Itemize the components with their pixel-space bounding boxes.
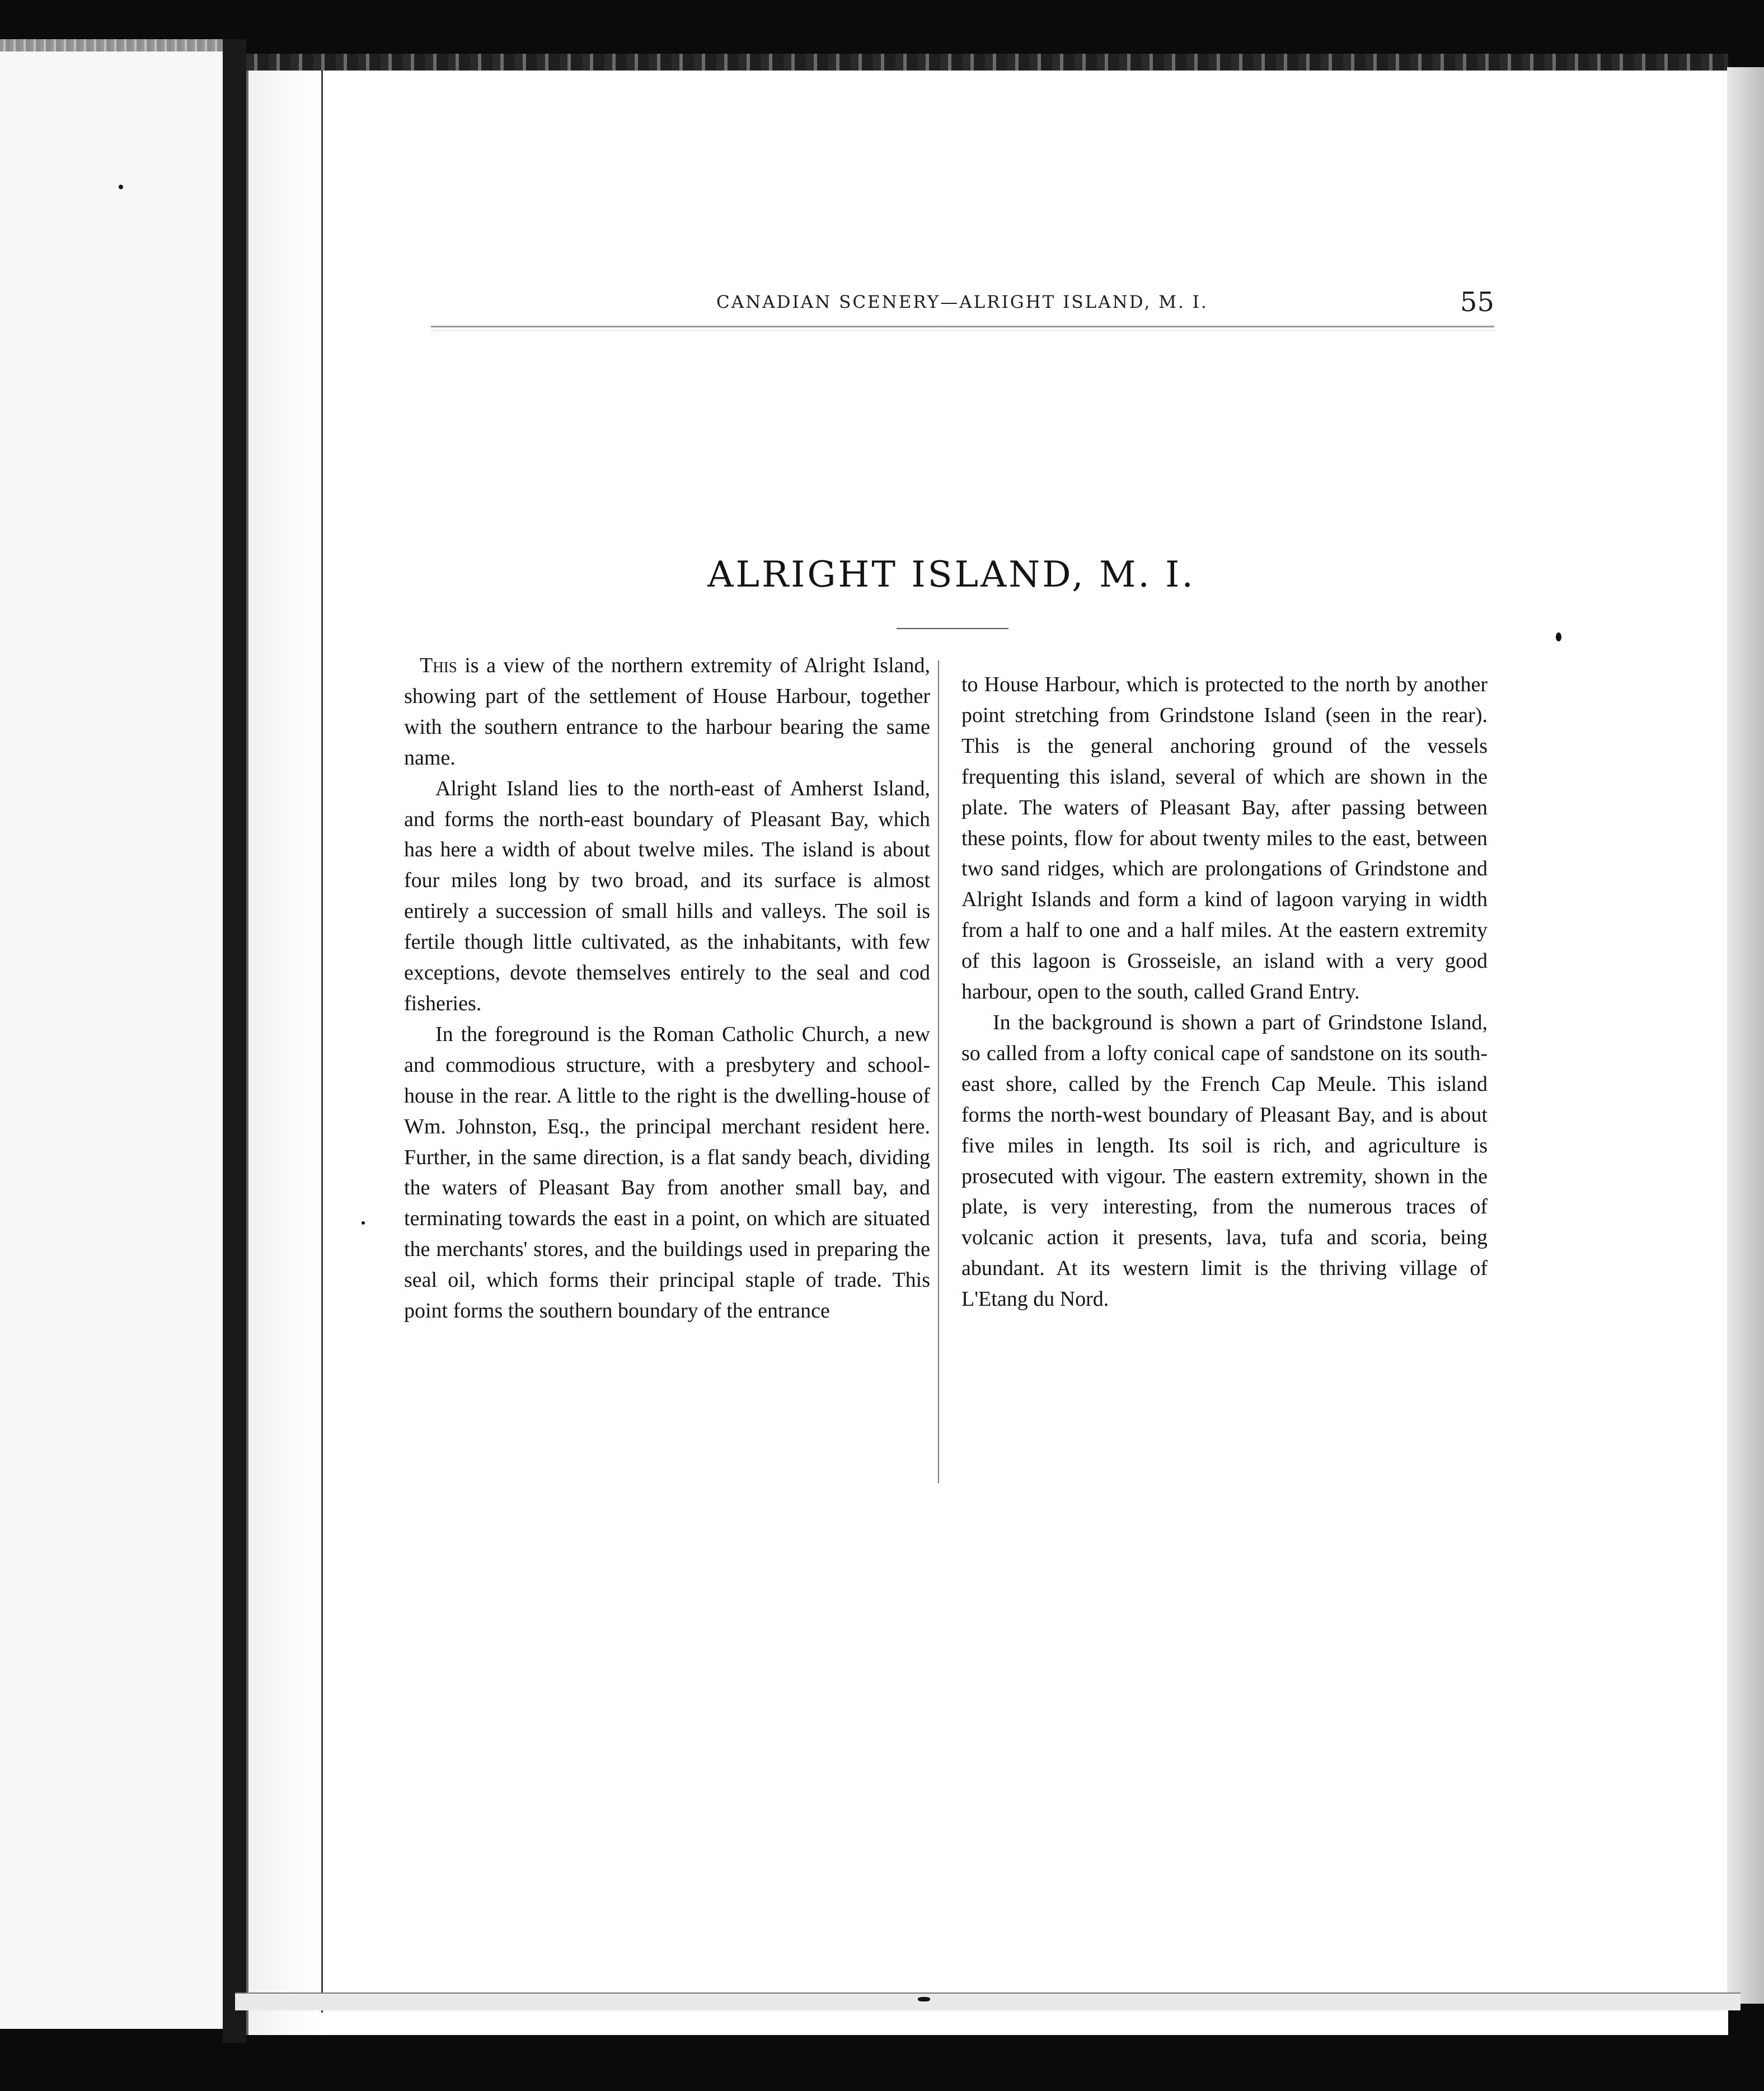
paragraph-lead-word: This xyxy=(420,654,457,677)
running-title: CANADIAN SCENERY—ALRIGHT ISLAND, M. I. xyxy=(716,292,1208,312)
header-rule xyxy=(431,326,1494,327)
page-number: 55 xyxy=(1460,287,1494,318)
page-top-edge xyxy=(246,54,1728,71)
book-gutter xyxy=(223,39,246,2043)
page-right-edge xyxy=(1727,67,1764,2004)
running-header xyxy=(431,287,1494,326)
scan-speck xyxy=(119,185,123,189)
header-rule-shadow xyxy=(431,330,1494,331)
article-title: ALRIGHT ISLAND, M. I. xyxy=(707,554,1195,596)
paragraph-4: to House Harbour, which is protected to the north by another point stretching from Grindstone Island (seen in the rear). This is the general anchoring ground of the vessels frequenting this island, several of which are shown in the plate. The waters of Pleasant Bay, after passing between these points, flow for about twenty miles to the east, between two sand ridges, which are prolongations of Grindstone and Alright Islands and form a kind of lagoon varying in width from a half to one and a half miles. At the eastern extremity of this lagoon is Grosseisle, an island with a very good harbour, open to the south, called Grand Entry. xyxy=(961,673,1488,1004)
title-rule xyxy=(897,628,1008,629)
right-column xyxy=(961,669,1488,1315)
left-column xyxy=(404,650,930,1326)
scan-speck xyxy=(1556,632,1561,641)
paragraph-2: Alright Island lies to the north-east of Amherst Island, and forms the north-east boundary of Pleasant Bay, which has here a width of about twelve miles. The island is about four miles long by two broad, and its surface is almost entirely a succession of small hills and valleys. The soil is fertile though little cultivated, as the inhabitants, with few exceptions, devote themselves entirely to the seal and cod fisheries. xyxy=(404,776,930,1015)
scan-speck xyxy=(918,1997,930,2001)
paragraph-1-text: is a view of the northern extremity of Alright Island, showing part of the settlement of House Harbour, together with the southern entrance to the harbour bearing the same name. xyxy=(404,654,930,770)
paragraph-1 xyxy=(404,650,930,773)
paragraph-5: In the background is shown a part of Grindstone Island, so called from a lofty conical cape of sandstone on its south-east shore, called by the French Cap Meule. This island forms the north-west boundary of Pleasant Bay, and is about five miles in length. Its soil is rich, and agriculture is prosecuted with vigour. The eastern extremity, shown in the plate, is very interesting, from the numerous traces of volcanic action it presents, lava, tufa and scoria, being abundant. At its western limit is the thriving village of L'Etang du Nord. xyxy=(961,1010,1488,1311)
page-spine-shadow xyxy=(246,54,327,2035)
column-divider xyxy=(938,660,939,1483)
facing-page xyxy=(0,39,224,2029)
page-bottom-edge xyxy=(235,1992,1740,2010)
paragraph-3: In the foreground is the Roman Catholic Church, a new and commodious structure, with a presbytery and school-house in the rear. A little to the right is the dwelling-house of Wm. Johnston, Esq., the principal merchant resident here. Further, in the same direction, is a flat sandy beach, dividing the waters of Pleasant Bay from another small bay, and terminating towards the east in a point, on which are situated the merchants' stores, and the buildings used in preparing the seal oil, which forms their principal staple of trade. This point forms the southern boundary of the entrance xyxy=(404,1022,930,1323)
scan-speck xyxy=(362,1221,365,1225)
